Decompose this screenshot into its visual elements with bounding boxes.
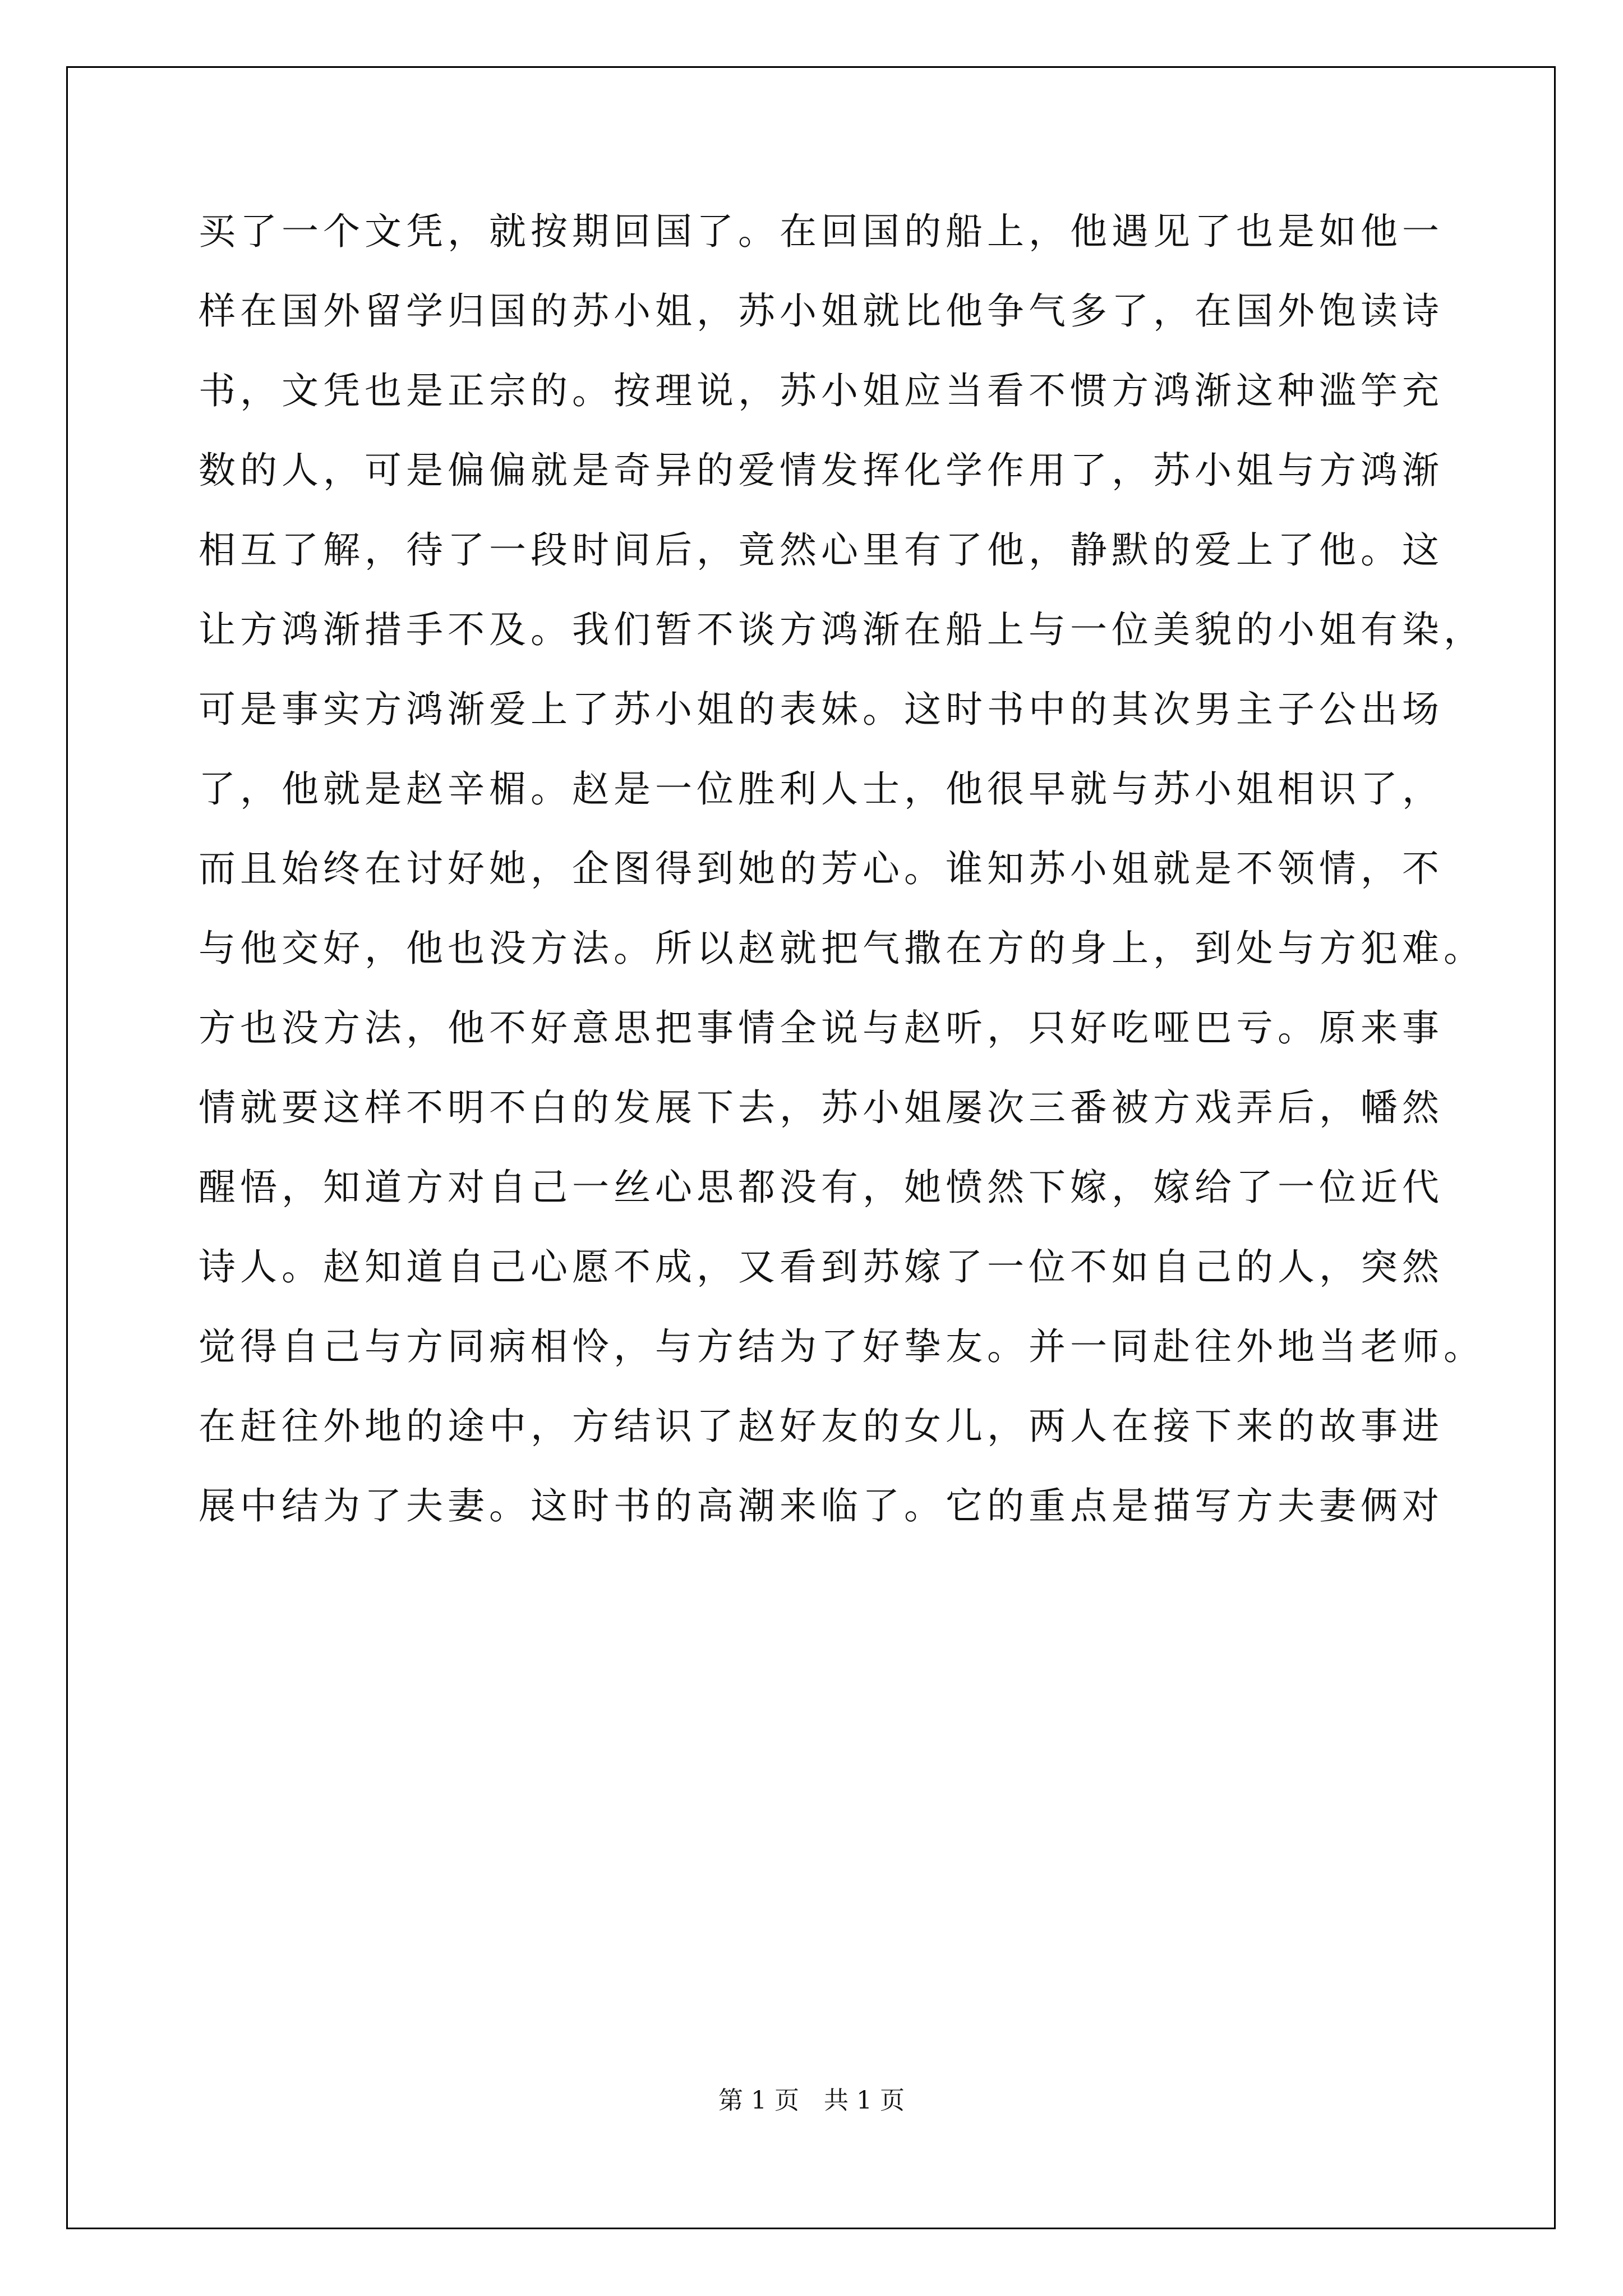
body-text [199,192,1485,1546]
text-line: 让方鸿渐措手不及。我们暂不谈方鸿渐在船上与一位美貌的小姐有染， [199,608,1485,651]
text-line: 数的人，可是偏偏就是奇异的爱情发挥化学作用了，苏小姐与方鸿渐 [199,449,1444,492]
page-footer [0,2080,1623,2116]
text-line: 了，他就是赵辛楣。赵是一位胜利人士，他很早就与苏小姐相识了， [199,767,1444,811]
text-line: 展中结为了夫妻。这时书的高潮来临了。它的重点是描写方夫妻俩对 [199,1484,1444,1527]
text-line: 情就要这样不明不白的发展下去，苏小姐屡次三番被方戏弄后，幡然 [199,1086,1444,1129]
page-number-label: 第 1 页 共 1 页 [718,2086,905,2115]
text-line: 相互了解，待了一段时间后，竟然心里有了他，静默的爱上了他。这 [199,528,1444,572]
text-line: 觉得自己与方同病相怜，与方结为了好挚友。并一同赴往外地当老师。 [199,1325,1485,1368]
text-line: 诗人。赵知道自己心愿不成，又看到苏嫁了一位不如自己的人，突然 [199,1245,1444,1289]
text-line: 买了一个文凭，就按期回国了。在回国的船上，他遇见了也是如他一 [199,210,1444,253]
text-line: 在赶往外地的途中，方结识了赵好友的女儿，两人在接下来的故事进 [199,1405,1444,1448]
text-line: 可是事实方鸿渐爱上了苏小姐的表妹。这时书中的其次男主子公出场 [199,688,1444,731]
text-line: 与他交好，他也没方法。所以赵就把气撒在方的身上，到处与方犯难。 [199,927,1485,970]
text-line: 而且始终在讨好她，企图得到她的芳心。谁知苏小姐就是不领情，不 [199,847,1444,890]
text-line: 样在国外留学归国的苏小姐，苏小姐就比他争气多了，在国外饱读诗 [199,289,1444,333]
text-line: 醒悟，知道方对自己一丝心思都没有，她愤然下嫁，嫁给了一位近代 [199,1166,1444,1209]
text-line: 书，文凭也是正宗的。按理说，苏小姐应当看不惯方鸿渐这种滥竽充 [199,369,1444,412]
text-line: 方也没方法，他不好意思把事情全说与赵听，只好吃哑巴亏。原来事 [199,1006,1444,1050]
